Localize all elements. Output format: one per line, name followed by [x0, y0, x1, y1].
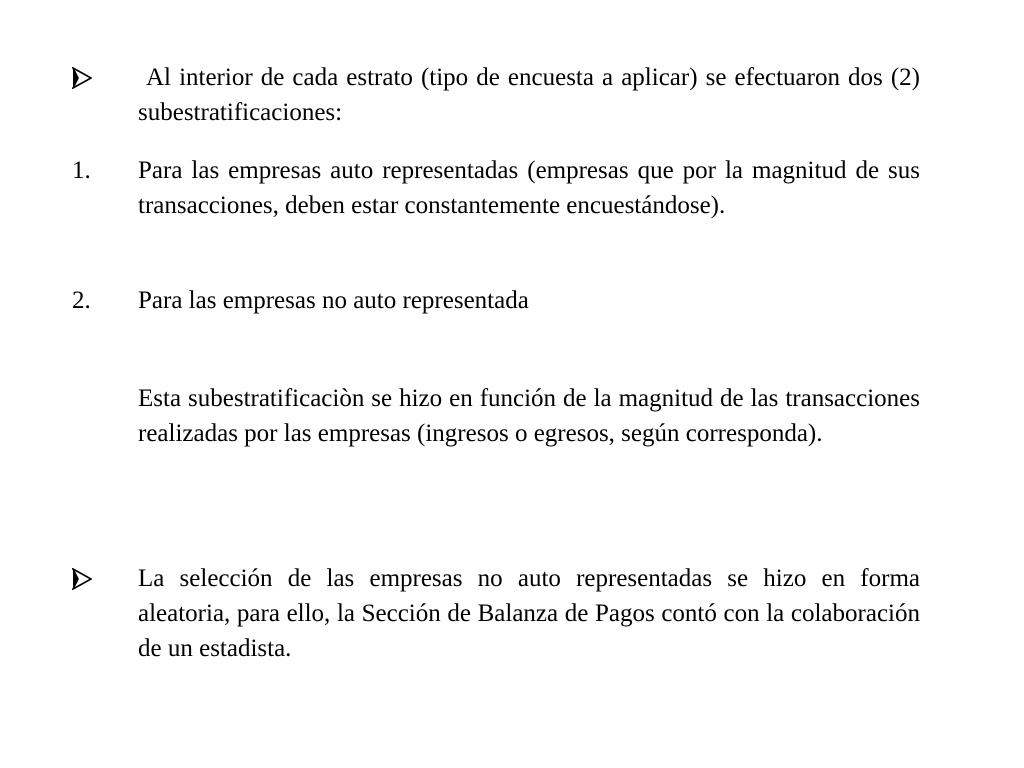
arrowhead-bullet-icon: [72, 67, 92, 89]
paragraph-item: [72, 381, 920, 451]
bullet-item-2: [72, 561, 920, 666]
numbered-text: Para las empresas auto representadas (empresas que por la magnitud de sus transacciones, deben estar constantemente encuestándose).: [138, 157, 920, 219]
bullet-text: La selección de las empresas no auto representadas se hizo en forma aleatoria, para ello, la Sección de Balanza de Pagos contó con la colaboración de un estadista.: [138, 565, 920, 662]
bullet-item-1: [72, 60, 920, 130]
bullet-marker: [72, 561, 132, 600]
numbered-item-1: [72, 153, 920, 223]
numbered-text: Para las empresas no auto representada: [138, 287, 529, 314]
bullet-marker: [72, 60, 132, 99]
list-number: 2.: [72, 287, 91, 314]
list-number: 1.: [72, 157, 91, 184]
arrowhead-bullet-icon: [72, 568, 92, 590]
numbered-item-2: [72, 283, 920, 318]
bullet-text: Al interior de cada estrato (tipo de encuesta a aplicar) se efectuaron dos (2) subestratificaciones:: [138, 64, 920, 126]
paragraph-text: Esta subestratificaciòn se hizo en función de la magnitud de las transacciones realizadas por las empresas (ingresos o egresos, según corresponda).: [138, 385, 920, 447]
